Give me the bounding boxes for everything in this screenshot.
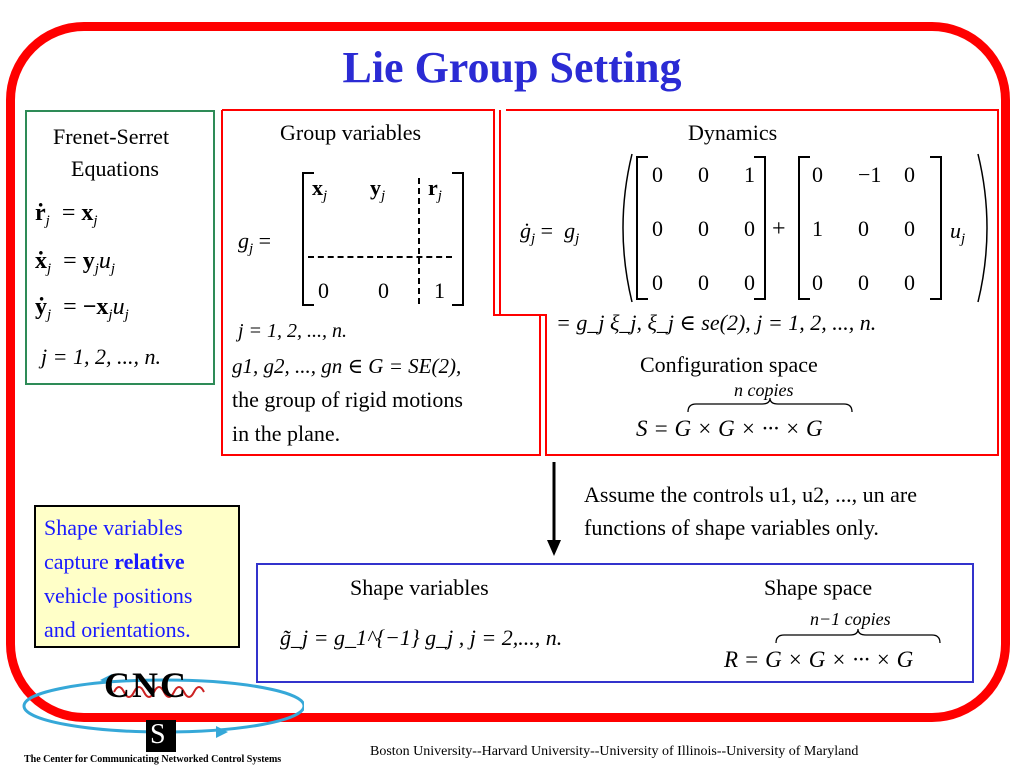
group-lhs: $g_j$ = (238, 228, 272, 257)
m1-cell: 0 (698, 162, 709, 187)
dyn-matrix2-left (798, 156, 810, 300)
down-arrow-head (547, 540, 561, 556)
shape-note-box (34, 505, 240, 648)
assume-line-2: functions of shape variables only. (584, 515, 879, 540)
dyn-matrix1-left (636, 156, 648, 300)
group-zero-1: 0 (318, 278, 329, 303)
shape-space-copies: n−1 copies (810, 609, 891, 629)
group-matrix-vdivider (418, 178, 420, 304)
m1-cell: 0 (698, 270, 709, 295)
m2-cell: 0 (812, 162, 823, 187)
note-emphasis: relative (114, 549, 185, 574)
logo-s-text: S (150, 719, 166, 750)
m2-cell: 0 (904, 162, 915, 187)
dyn-matrix2-right (930, 156, 942, 300)
group-desc-2: the group of rigid motions (232, 387, 463, 412)
config-overbrace (686, 398, 856, 414)
footer-universities: Boston University--Harvard University--University of Illinois--University of Maryland (370, 744, 859, 759)
frenet-equation-2: ẋ$_j$ = $y_ju_j$ (35, 248, 116, 277)
m2-cell: −1 (858, 162, 882, 187)
dynamics-heading: Dynamics (688, 120, 778, 145)
shape-formula: g̃_j = g_1^{−1} g_j , j = 2,..., n. (280, 625, 563, 650)
frenet-equation-3: ẏ$_j$ = $-x_ju_j$ (35, 294, 129, 323)
frenet-heading-2: Equations (71, 156, 159, 181)
config-copies: n copies (734, 380, 794, 400)
group-desc-1: g1, g2, ..., gn ∈ G = SE(2), (232, 354, 462, 378)
group-one: 1 (434, 278, 445, 303)
group-matrix-right-bracket (452, 172, 464, 306)
m2-cell: 0 (904, 270, 915, 295)
group-desc-3: in the plane. (232, 421, 341, 446)
shape-space-overbrace (774, 629, 944, 645)
frenet-equation-1: ṙ$_j$ = $x_j$ (35, 200, 98, 229)
m1-cell: 0 (652, 162, 663, 187)
note-line-1: Shape variables (44, 515, 183, 540)
logo-caption: The Center for Communicating Networked Control Systems (24, 754, 282, 765)
shape-box (256, 563, 974, 683)
note-line-2: capture relative (44, 549, 185, 574)
m2-cell: 0 (858, 270, 869, 295)
note-line-4: and orientations. (44, 617, 191, 642)
m1-cell: 1 (744, 162, 755, 187)
group-r-cell: $r_j$ (428, 175, 442, 204)
frenet-index-range: j = 1, 2, ..., n. (41, 344, 161, 369)
m2-cell: 0 (858, 216, 869, 241)
dynamics-lhs: $ġ_j = g_j$ (520, 218, 580, 247)
group-heading: Group variables (280, 120, 422, 145)
m1-cell: 0 (698, 216, 709, 241)
m1-cell: 0 (652, 270, 663, 295)
logo-cnc-text: CNC (104, 665, 188, 705)
dynamics-u: $u_j$ (950, 218, 966, 247)
note-line-3: vehicle positions (44, 583, 193, 608)
m1-cell: 0 (744, 216, 755, 241)
group-y-cell: $y_j$ (370, 175, 386, 204)
config-formula: S = G × G × ··· × G (636, 416, 823, 441)
m1-cell: 0 (744, 270, 755, 295)
dyn-matrix1-right (754, 156, 766, 300)
m1-cell: 0 (652, 216, 663, 241)
shape-heading: Shape variables (350, 575, 489, 600)
group-x-cell: $x_j$ (312, 175, 328, 204)
m2-cell: 1 (812, 216, 823, 241)
dynamics-line2: = g_j ξ_j, ξ_j ∈ se(2), j = 1, 2, ..., n. (556, 310, 877, 335)
shape-space-formula: R = G × G × ··· × G (724, 647, 914, 672)
group-index-range: j = 1, 2, ..., n. (238, 320, 348, 342)
frenet-heading-1: Frenet-Serret (53, 124, 170, 149)
group-zero-2: 0 (378, 278, 389, 303)
m2-cell: 0 (812, 270, 823, 295)
shape-space-heading: Shape space (764, 575, 873, 600)
r-dot: ṙ (35, 200, 46, 226)
group-matrix-hdivider (308, 256, 452, 258)
m2-cell: 0 (904, 216, 915, 241)
slide-title: Lie Group Setting (342, 43, 682, 92)
dynamics-plus: + (772, 216, 786, 242)
config-heading: Configuration space (640, 352, 818, 377)
assume-line-1: Assume the controls u1, u2, ..., un are (584, 482, 917, 507)
